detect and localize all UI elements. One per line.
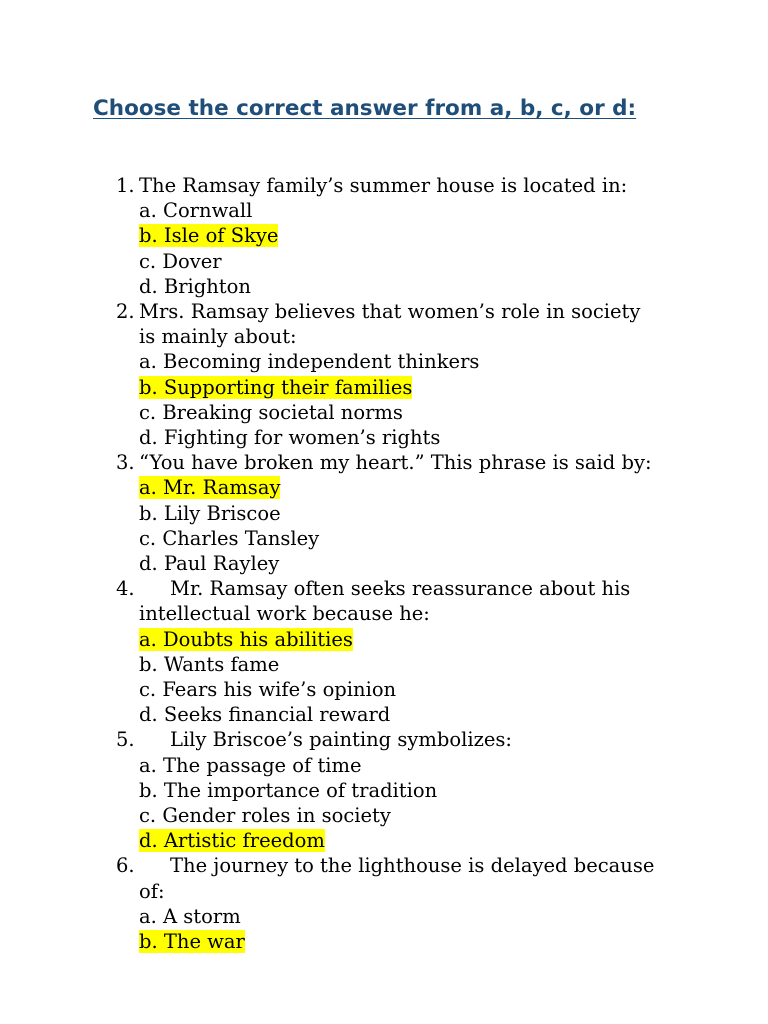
question-item — [0, 853, 659, 954]
answer-options — [139, 349, 659, 450]
answer-option-text: b. Isle of Skye — [139, 224, 279, 248]
answer-option — [139, 904, 659, 929]
answer-option-text: c. Gender roles in society — [139, 804, 391, 828]
answer-option — [139, 274, 659, 299]
answer-option-text: d. Artistic freedom — [139, 829, 325, 853]
answer-option-text: a. The passage of time — [139, 753, 362, 777]
answer-option-text: b. Lily Briscoe — [139, 501, 281, 525]
question-text: Mr. Ramsay often seeks reassurance about his intellectual work because he: — [139, 577, 631, 626]
answer-option-highlighted — [139, 828, 659, 853]
question-text: “You have broken my heart.” This phrase is said by: — [139, 451, 652, 475]
question-item — [0, 173, 659, 299]
answer-option — [139, 677, 659, 702]
answer-option — [139, 198, 659, 223]
answer-options — [139, 753, 659, 854]
answer-option-highlighted — [139, 627, 659, 652]
answer-option-text: b. Supporting their families — [139, 375, 413, 399]
answer-option — [139, 778, 659, 803]
answer-option-text: c. Fears his wife’s opinion — [139, 678, 397, 702]
question-number: 3. — [116, 451, 135, 475]
question-text: Lily Briscoe’s painting symbolizes: — [170, 728, 512, 752]
question-number: 2. — [116, 300, 135, 324]
answer-options — [139, 198, 659, 299]
answer-option — [139, 349, 659, 374]
answer-option-text: a. Mr. Ramsay — [139, 476, 281, 500]
answer-option-highlighted — [139, 375, 659, 400]
answer-option — [139, 400, 659, 425]
answer-options — [139, 475, 659, 576]
answer-option — [139, 526, 659, 551]
answer-option-text: d. Fighting for women’s rights — [139, 426, 441, 450]
question-list — [0, 173, 768, 954]
answer-option-text: c. Dover — [139, 249, 222, 273]
answer-option-text: c. Breaking societal norms — [139, 400, 403, 424]
answer-options — [139, 904, 659, 954]
answer-option-text: d. Seeks financial reward — [139, 703, 391, 727]
question-text: The journey to the lighthouse is delayed because of: — [139, 854, 655, 903]
answer-option — [139, 425, 659, 450]
answer-option-highlighted — [139, 223, 659, 248]
question-item — [0, 727, 659, 853]
question-text: The Ramsay family’s summer house is located in: — [139, 174, 628, 197]
question-number: 4. — [116, 577, 135, 601]
answer-option-highlighted — [139, 929, 659, 954]
answer-option-text: b. The war — [139, 930, 245, 954]
answer-option-highlighted — [139, 475, 659, 500]
question-text: Mrs. Ramsay believes that women’s role in society is mainly about: — [139, 300, 641, 349]
question-item — [0, 299, 659, 450]
question-item — [0, 576, 659, 727]
answer-option — [139, 249, 659, 274]
answer-options — [139, 627, 659, 728]
question-number: 5. — [116, 728, 135, 752]
answer-option — [139, 652, 659, 677]
answer-option-text: b. The importance of tradition — [139, 778, 438, 802]
answer-option — [139, 803, 659, 828]
answer-option-text: a. Doubts his abilities — [139, 627, 353, 651]
question-number: 6. — [116, 854, 135, 878]
answer-option-text: c. Charles Tansley — [139, 526, 320, 550]
answer-option-text: a. A storm — [139, 904, 241, 928]
answer-option-text: d. Brighton — [139, 274, 251, 298]
answer-option-text: a. Cornwall — [139, 199, 253, 223]
page-heading: Choose the correct answer from a, b, c, or d: — [93, 96, 637, 121]
answer-option-text: d. Paul Rayley — [139, 552, 280, 576]
answer-option — [139, 702, 659, 727]
answer-option — [139, 753, 659, 778]
answer-option-text: b. Wants fame — [139, 652, 280, 676]
answer-option-text: a. Becoming independent thinkers — [139, 350, 480, 374]
question-item — [0, 450, 659, 576]
question-number: 1. — [116, 174, 135, 197]
answer-option — [139, 551, 659, 576]
answer-option — [139, 501, 659, 526]
